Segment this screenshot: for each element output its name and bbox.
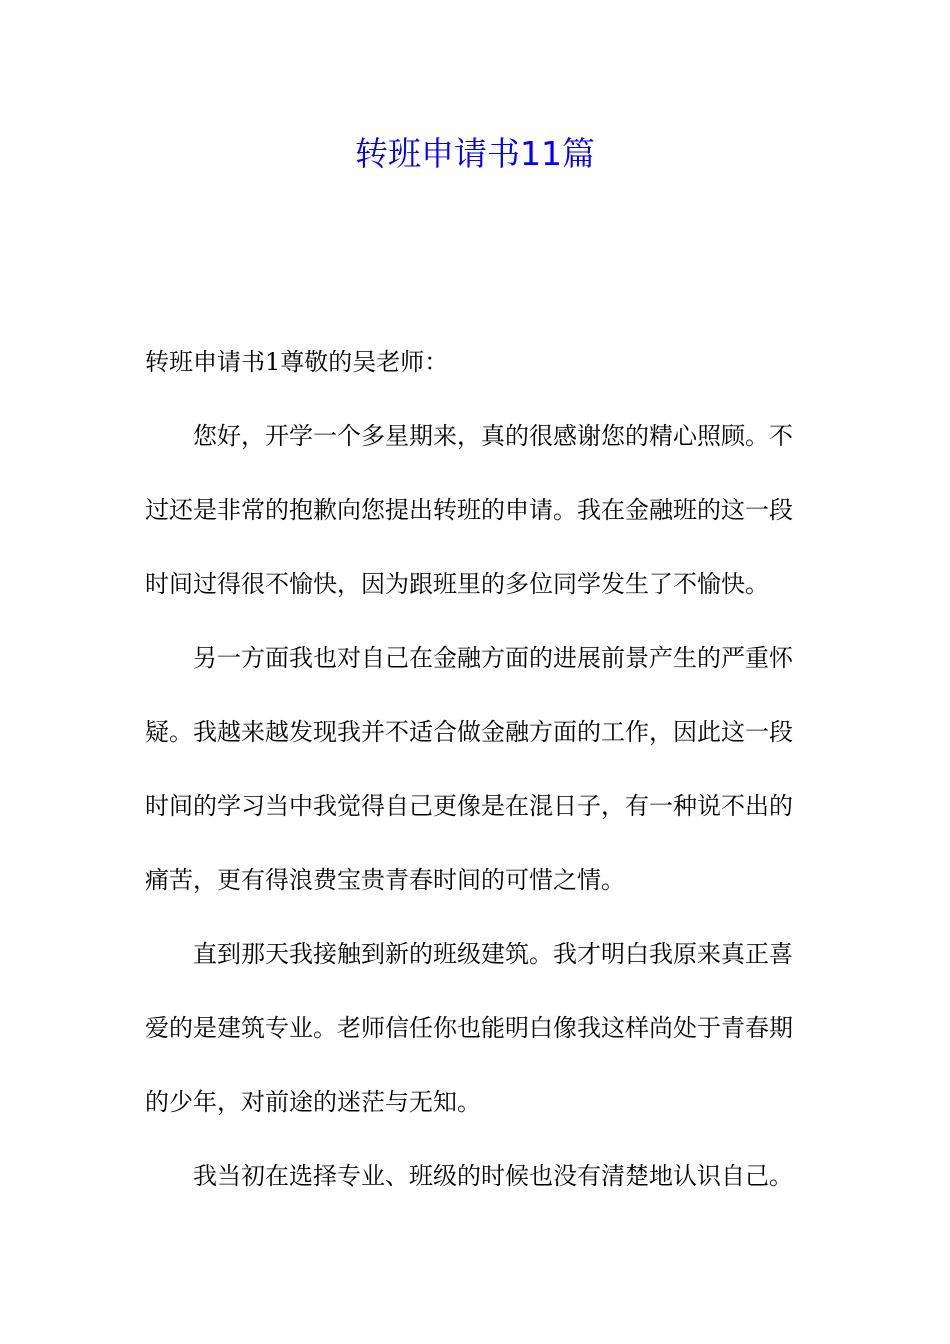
text-line: 痛苦，更有得浪费宝贵青春时间的可惜之情。 <box>145 866 625 894</box>
document-body <box>145 335 810 1223</box>
text-line: 您好，开学一个多星期来，真的很感谢您的精心照顾。不 <box>193 422 793 450</box>
text-line: 转班申请书1尊敬的吴老师： <box>145 348 449 376</box>
text-line: 的少年，对前途的迷茫与无知。 <box>145 1088 481 1116</box>
text-line: 时间过得很不愉快，因为跟班里的多位同学发生了不愉快。 <box>145 570 769 598</box>
text-line: 过还是非常的抱歉向您提出转班的申请。我在金融班的这一段 <box>145 496 793 524</box>
document-title: 转班申请书11篇 <box>355 134 595 173</box>
text-line: 时间的学习当中我觉得自己更像是在混日子，有一种说不出的 <box>145 792 793 820</box>
text-line: 我当初在选择专业、班级的时候也没有清楚地认识自己。 <box>193 1162 793 1190</box>
text-line: 疑。我越来越发现我并不适合做金融方面的工作，因此这一段 <box>145 718 793 746</box>
text-line: 另一方面我也对自己在金融方面的进展前景产生的严重怀 <box>193 644 793 672</box>
text-line: 直到那天我接触到新的班级建筑。我才明白我原来真正喜 <box>193 940 793 968</box>
text-line: 爱的是建筑专业。老师信任你也能明白像我这样尚处于青春期 <box>145 1014 793 1042</box>
